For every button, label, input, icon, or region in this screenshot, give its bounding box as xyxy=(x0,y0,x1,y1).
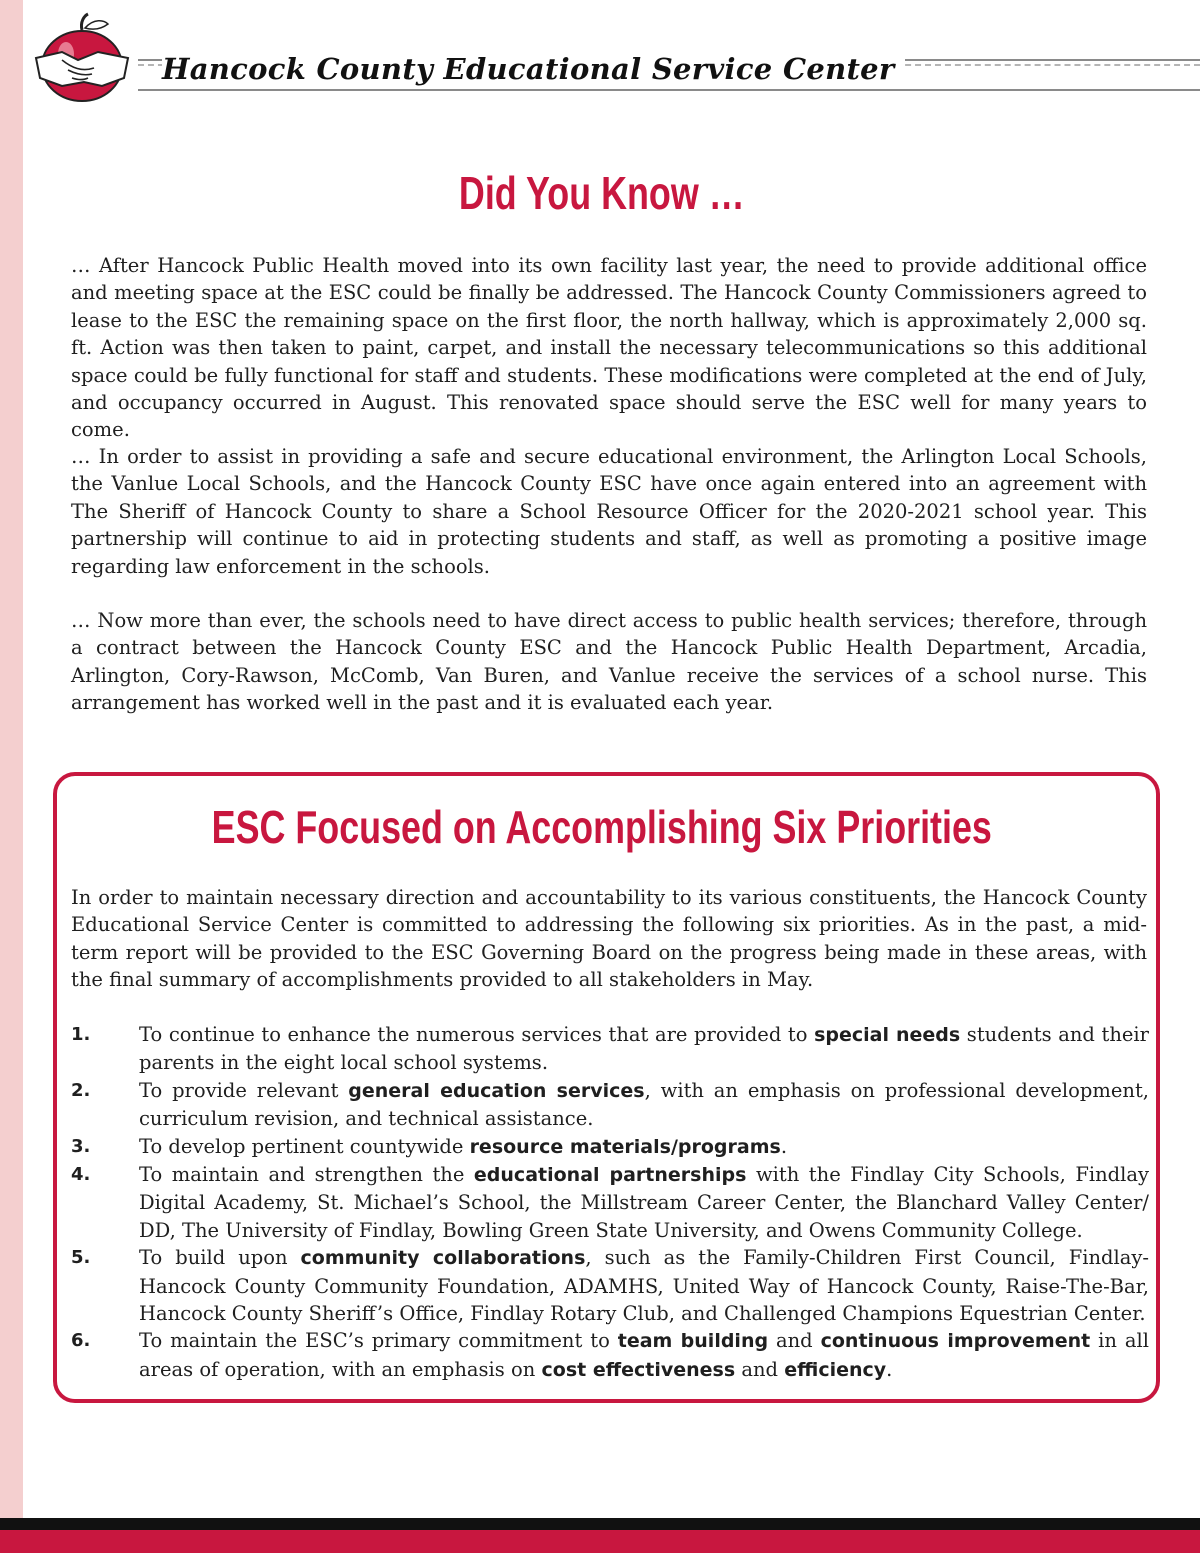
priority-item xyxy=(71,1161,1149,1244)
priority-item xyxy=(71,1077,1149,1133)
priority-emphasis: community collaborations xyxy=(300,1247,586,1270)
priority-text: and xyxy=(768,1329,821,1353)
priority-emphasis: educational partnerships xyxy=(473,1164,747,1187)
priority-emphasis: continuous improvement xyxy=(820,1330,1091,1353)
priority-text: , with an emphasis on professional development, curriculum revision, and technical assistance. xyxy=(139,1078,1149,1131)
priority-text: and xyxy=(735,1357,785,1381)
priority-emphasis: special needs xyxy=(814,1024,961,1046)
priority-item xyxy=(71,1244,1149,1327)
priorities-list xyxy=(71,1021,1149,1384)
priority-emphasis: team building xyxy=(617,1330,769,1353)
priority-text: To maintain the ESC’s primary commitment to xyxy=(139,1329,618,1353)
header-rule-bottom xyxy=(138,89,1200,91)
priority-item xyxy=(71,1327,1149,1384)
apple-handshake-icon xyxy=(32,12,132,108)
priorities-intro: In order to maintain necessary direction and accountability to its various constituents, the Hancock County Educational Service Center is committed to addressing the following six priorities. As in the past, a mid-term report will be provided to the ESC Governing Board on the progress being made in these areas, with the final summary of accomplishments provided to all stakeholders in May. xyxy=(71,886,1147,992)
priority-emphasis: cost effectiveness xyxy=(541,1358,736,1381)
priority-text: To maintain and strengthen the xyxy=(139,1163,474,1187)
footer-bar-red xyxy=(0,1530,1200,1553)
priority-number: 5. xyxy=(71,1247,91,1269)
priority-text: students and their parents in the eight local school systems. xyxy=(139,1023,1149,1075)
priority-number: 4. xyxy=(71,1164,91,1186)
priority-number: 2. xyxy=(71,1079,91,1101)
priority-text: . xyxy=(886,1357,893,1381)
priorities-heading: ESC Focused on Accomplishing Six Priorities xyxy=(211,801,992,853)
priority-item xyxy=(71,1021,1149,1077)
priority-text: To develop pertinent countywide xyxy=(139,1134,470,1158)
priority-number: 6. xyxy=(71,1330,91,1352)
priority-text: To continue to enhance the numerous services that are provided to xyxy=(139,1023,815,1046)
left-margin-stripe xyxy=(0,0,23,1553)
priority-text: in all areas of operation, with an emphasis on xyxy=(139,1329,1149,1381)
did-you-know-paragraph: … After Hancock Public Health moved into its own facility last year, the need to provide additional office and meeting space at the ESC could be finally be addressed. The Hancock County Commissioners agreed to lease to the ESC the remaining space on the first floor, the north hallway, which is approximately 2,000 sq. ft. Action was then taken to paint, carpet, and install the necessary telecommunications so this additional space could be fully functional for staff and students. These modifications were completed at the end of July, and occupancy occurred in August. This renovated space should serve the ESC well for many years to come. xyxy=(71,254,1147,442)
priority-number: 3. xyxy=(71,1135,91,1157)
did-you-know-heading: Did You Know … xyxy=(458,167,745,219)
priority-number: 1. xyxy=(71,1024,91,1045)
did-you-know-paragraph: … In order to assist in providing a safe and secure educational environment, the Arlington Local Schools, the Vanlue Local Schools, and the Hancock County ESC have once again entered into an agreement with The Sheriff of Hancock County to share a School Resource Officer for the 2020-2021 school year. This partnership will continue to aid in protecting students and staff, as well as promoting a positive image regarding law enforcement in the schools. xyxy=(71,445,1147,578)
footer-bar-black xyxy=(0,1518,1200,1530)
organization-name: Hancock County Educational Service Center xyxy=(162,52,905,86)
priority-text: To build upon xyxy=(139,1246,301,1270)
priority-text: To provide relevant xyxy=(139,1078,349,1102)
priority-emphasis: efficiency xyxy=(784,1358,887,1381)
priority-text: with the Findlay City Schools, Findlay Digital Academy, St. Michael’s School, the Millstream Career Center, the Blanchard Valley Center/ DD, The University of Findlay, Bowling Green State University, and Owens Community College. xyxy=(139,1163,1150,1242)
priority-item xyxy=(71,1133,1149,1161)
priority-text: , such as the Family-Children First Council, Findlay-Hancock County Community Foundation, ADAMHS, United Way of Hancock County, Raise-The-Bar, Hancock County Sheriff’s Office, Findlay Rotary Club, and Challenged Champions Equestrian Center. xyxy=(139,1246,1149,1326)
priority-emphasis: resource materials/programs xyxy=(469,1135,781,1158)
page-header xyxy=(28,12,1200,112)
priority-emphasis: general education services xyxy=(348,1079,645,1102)
priority-text: . xyxy=(780,1134,788,1158)
did-you-know-paragraph: … Now more than ever, the schools need to have direct access to public health services; therefore, through a contract between the Hancock County ESC and the Hancock Public Health Department, Arcadia, Arlington, Cory-Rawson, McComb, Van Buren, and Vanlue receive the services of a school nurse. This arrangement has worked well in the past and it is evaluated each year. xyxy=(71,609,1147,715)
